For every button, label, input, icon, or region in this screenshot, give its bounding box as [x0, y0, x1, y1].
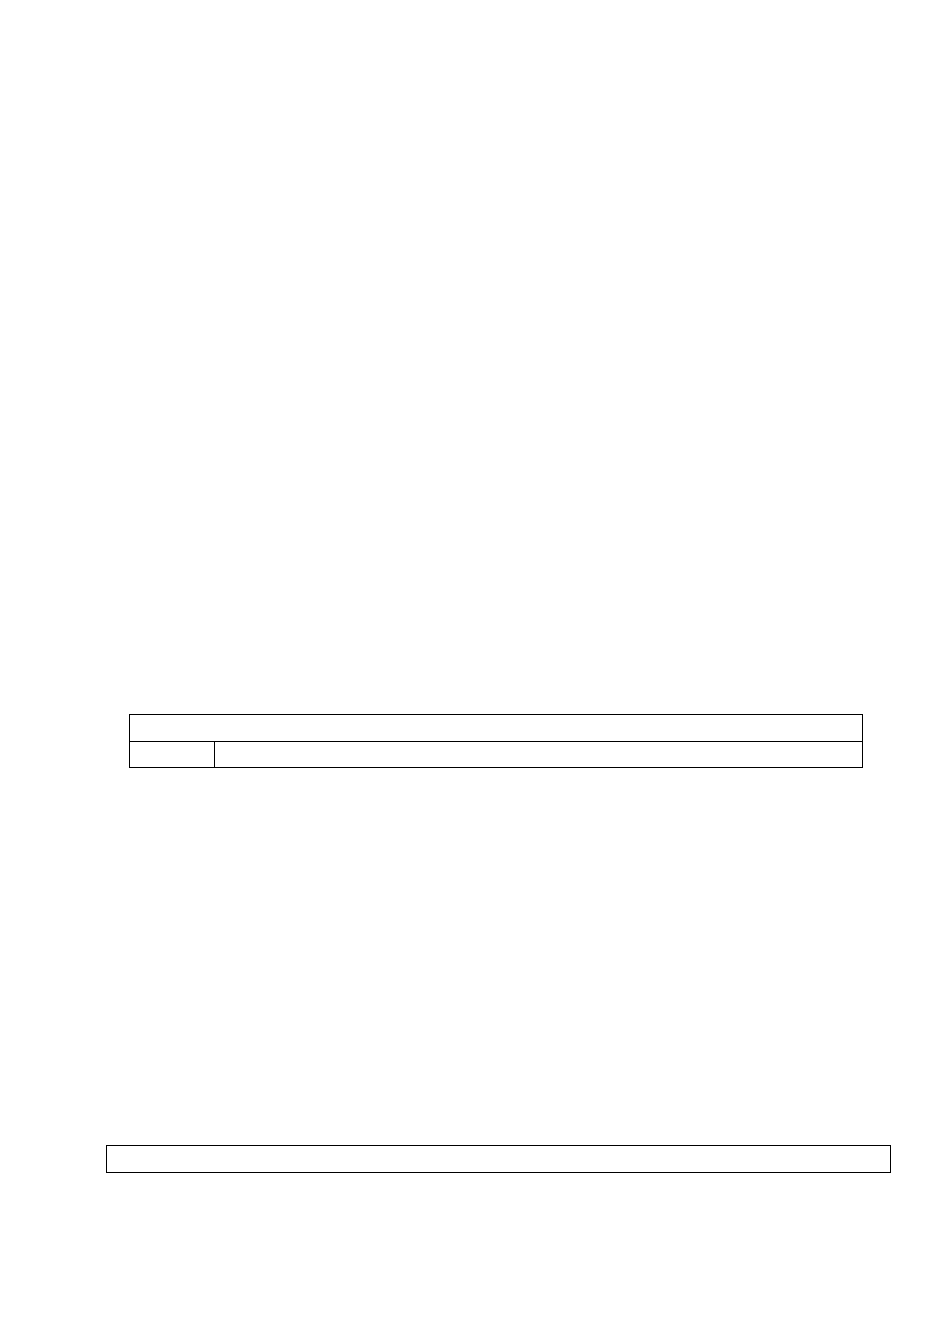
grain-size-table [106, 1145, 891, 1173]
page-body [92, 44, 906, 84]
table-caption [107, 1146, 891, 1173]
table-caption [130, 715, 863, 742]
table-header-grade [215, 742, 863, 768]
grain-size-conversion-table [129, 714, 863, 768]
table-header-magnification [130, 742, 215, 768]
